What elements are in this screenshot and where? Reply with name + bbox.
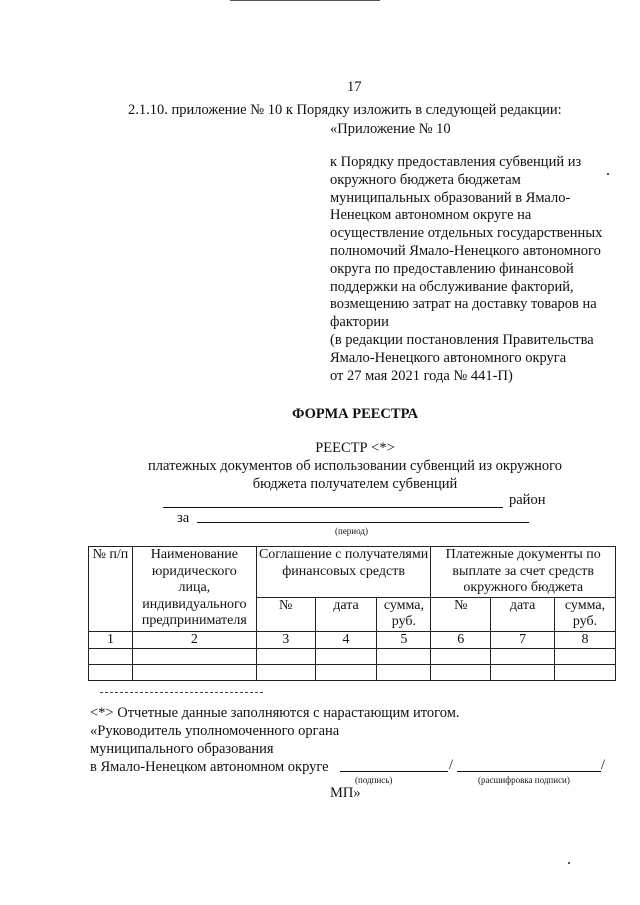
district-line (163, 507, 503, 508)
header-name: Наименование юридического лица, индивидуального предпринимателя (132, 547, 256, 632)
header-num: № п/п (89, 547, 133, 632)
registry-subtitle-1: платежных документов об использовании субвенций из окружного (148, 458, 562, 474)
stamp-label: МП» (330, 785, 361, 801)
table-row (89, 665, 616, 681)
table-row (89, 649, 616, 665)
column-number-cell: 2 (132, 631, 256, 649)
registry-table (88, 546, 616, 681)
signature-line-3: в Ямало-Ненецком автономном округе (90, 759, 329, 775)
column-number-cell: 6 (431, 631, 491, 649)
subheader-sum: сумма, руб. (555, 597, 616, 631)
appendix-line: фактории (330, 314, 389, 331)
intro-paragraph: 2.1.10. приложение № 10 к Порядку изложить в следующей редакции: (128, 102, 562, 118)
subheader-num: № (256, 597, 315, 631)
column-number-cell: 4 (315, 631, 377, 649)
signature-field (340, 771, 448, 772)
appendix-line: к Порядку предоставления субвенций из (330, 154, 582, 170)
slash-separator: / (449, 757, 454, 773)
appendix-line: (в редакции постановления Правительства (330, 331, 594, 348)
appendix-line: от 27 мая 2021 года № 441-П) (330, 367, 513, 384)
subheader-num: № (431, 597, 491, 631)
appendix-line: Ненецком автономном округе на (330, 207, 532, 224)
appendix-line: поддержки на обслуживание факторий, (330, 278, 574, 295)
appendix-line: окружного бюджета бюджетам (330, 171, 521, 188)
appendix-line: полномочий Ямало-Ненецкого автономного (330, 242, 601, 259)
appendix-line: Ямало-Ненецкого автономного округа (330, 349, 567, 366)
page-number: 17 (347, 79, 362, 95)
appendix-line: округа по предоставлению финансовой (330, 260, 574, 277)
appendix-line: муниципальных образований в Ямало- (330, 189, 571, 206)
subheader-date: дата (491, 597, 555, 631)
footnote: <*> Отчетные данные заполняются с нарастающим итогом. (90, 705, 460, 721)
caption-sign: (подпись) (355, 775, 393, 785)
scan-speck (568, 862, 570, 864)
signature-line-2: муниципального образования (90, 741, 274, 757)
appendix-line: возмещению затрат на доставку товаров на (330, 296, 597, 313)
column-number-cell: 5 (377, 631, 431, 649)
period-for-label: за (177, 510, 190, 526)
scan-top-edge (230, 0, 380, 1)
signature-decode-field (457, 771, 601, 772)
header-agreement: Соглашение с получателями финансовых средств (256, 547, 431, 598)
column-number-cell: 1 (89, 631, 133, 649)
column-number-cell: 3 (256, 631, 315, 649)
footnote-separator (100, 692, 263, 693)
subheader-sum: сумма, руб. (377, 597, 431, 631)
period-caption: (период) (335, 526, 368, 536)
appendix-title: «Приложение № 10 (330, 121, 451, 137)
scan-speck (607, 173, 609, 175)
registry-title: РЕЕСТР <*> (315, 440, 395, 456)
registry-subtitle-2: бюджета получателем субвенций (252, 476, 458, 492)
period-line (197, 522, 529, 523)
form-title: ФОРМА РЕЕСТРА (291, 406, 419, 422)
district-label: район (509, 492, 546, 508)
appendix-block (330, 154, 602, 385)
column-number-cell: 8 (555, 631, 616, 649)
column-number-cell: 7 (491, 631, 555, 649)
signature-line-1: «Руководитель уполномоченного органа (90, 723, 340, 739)
header-payments: Платежные документы по выплате за счет средств окружного бюджета (431, 547, 616, 598)
subheader-date: дата (315, 597, 377, 631)
caption-decode: (расшифровка подписи) (478, 775, 570, 785)
appendix-line: осуществление отдельных государственных (330, 225, 603, 242)
slash-separator: / (601, 757, 606, 773)
